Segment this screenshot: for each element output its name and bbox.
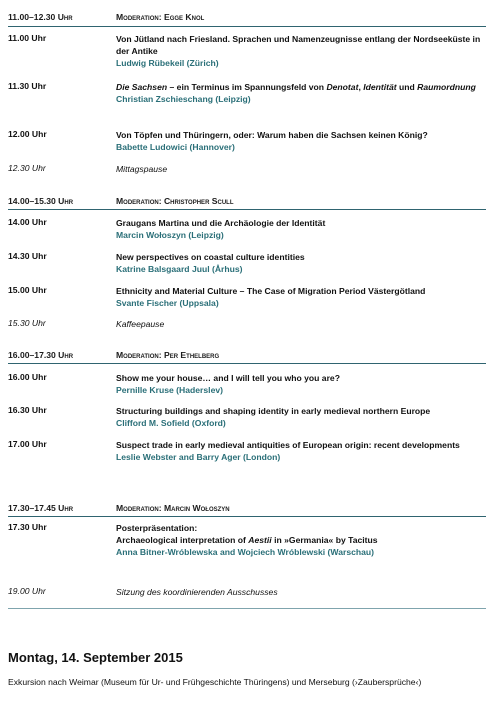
- break-label: Mittagspause: [116, 164, 168, 174]
- speaker: Clifford M. Sofield (Oxford): [116, 418, 226, 429]
- talk-title: Von Jütland nach Friesland. Sprachen und Namenzeugnisse entlang der Nordseeküste in der Antike: [116, 34, 481, 57]
- session-divider: [8, 26, 486, 27]
- session-time: 11.00–12.30 Uhr: [8, 12, 73, 22]
- item-time: 15.30 Uhr: [8, 318, 46, 328]
- day-heading: Montag, 14. September 2015: [8, 650, 183, 665]
- session-time: 17.30–17.45 Uhr: [8, 503, 74, 513]
- item-time: 12.00 Uhr: [8, 129, 47, 139]
- speaker: Anna Bitner-Wróblewska and Wojciech Wróblewski (Warschau): [116, 547, 375, 558]
- item-time: 14.00 Uhr: [8, 217, 47, 227]
- session-header: [8, 196, 486, 210]
- session-header: [8, 12, 486, 26]
- session-moderation: Moderation: Per Ethelberg: [116, 350, 220, 360]
- talk-title: New perspectives on coastal culture identities: [116, 252, 305, 262]
- item-time: 17.30 Uhr: [8, 522, 47, 532]
- session-time: 14.00–15.30 Uhr: [8, 196, 74, 206]
- item-time: 19.00 Uhr: [8, 586, 46, 596]
- talk-title: Von Töpfen und Thüringern, oder: Warum haben die Sachsen keinen König?: [116, 130, 428, 140]
- session-moderation: Moderation: Marcin Wołoszyn: [116, 503, 230, 513]
- item-time: 14.30 Uhr: [8, 251, 47, 261]
- session-divider: [8, 516, 486, 517]
- speaker: Marcin Wołoszyn (Leipzig): [116, 230, 224, 241]
- item-time: 15.00 Uhr: [8, 285, 47, 295]
- speaker: Ludwig Rübekeil (Zürich): [116, 58, 219, 69]
- item-time: 11.00 Uhr: [8, 33, 47, 43]
- item-time: 12.30 Uhr: [8, 163, 46, 173]
- item-time: 11.30 Uhr: [8, 81, 47, 91]
- talk-title: Structuring buildings and shaping identity in early medieval northern Europe: [116, 406, 431, 416]
- speaker: Babette Ludowici (Hannover): [116, 142, 235, 153]
- talk-title: Ethnicity and Material Culture – The Case of Migration Period Västergötland: [116, 286, 426, 296]
- speaker: Svante Fischer (Uppsala): [116, 298, 219, 309]
- meeting-label: Sitzung des koordinierenden Ausschusses: [116, 587, 278, 597]
- talk-title: Die Sachsen – ein Terminus im Spannungsfeld von Denotat, Identität und Raumordnung: [116, 82, 476, 92]
- session-divider: [8, 363, 486, 364]
- talk-title: Show me your house… and I will tell you who you are?: [116, 373, 340, 383]
- item-time: 16.00 Uhr: [8, 372, 47, 382]
- item-time: 16.30 Uhr: [8, 405, 47, 415]
- speaker: Leslie Webster and Barry Ager (London): [116, 452, 281, 463]
- talk-title: Suspect trade in early medieval antiquities of European origin: recent developments: [116, 440, 460, 450]
- session-header: [8, 503, 486, 517]
- section-divider: [8, 608, 486, 609]
- speaker: Pernille Kruse (Haderslev): [116, 385, 223, 396]
- break-label: Kaffeepause: [116, 319, 165, 329]
- session-divider: [8, 209, 486, 210]
- poster-label: Posterpräsentation:: [116, 523, 198, 533]
- speaker: Christian Zschieschang (Leipzig): [116, 94, 251, 105]
- speaker: Katrine Balsgaard Juul (Århus): [116, 264, 243, 275]
- excursion-text: Exkursion nach Weimar (Museum für Ur- und Frühgeschichte Thüringens) und Merseburg (›Zaubersprüche‹): [8, 677, 422, 687]
- session-time: 16.00–17.30 Uhr: [8, 350, 74, 360]
- session-header: [8, 350, 486, 364]
- talk-title: Archaeological interpretation of Aestii in »Germania« by Tacitus: [116, 535, 378, 546]
- talk-title: Graugans Martina und die Archäologie der Identität: [116, 218, 326, 228]
- session-moderation: Moderation: Christopher Scull: [116, 196, 234, 206]
- session-moderation: Moderation: Egge Knol: [116, 12, 205, 22]
- item-time: 17.00 Uhr: [8, 439, 47, 449]
